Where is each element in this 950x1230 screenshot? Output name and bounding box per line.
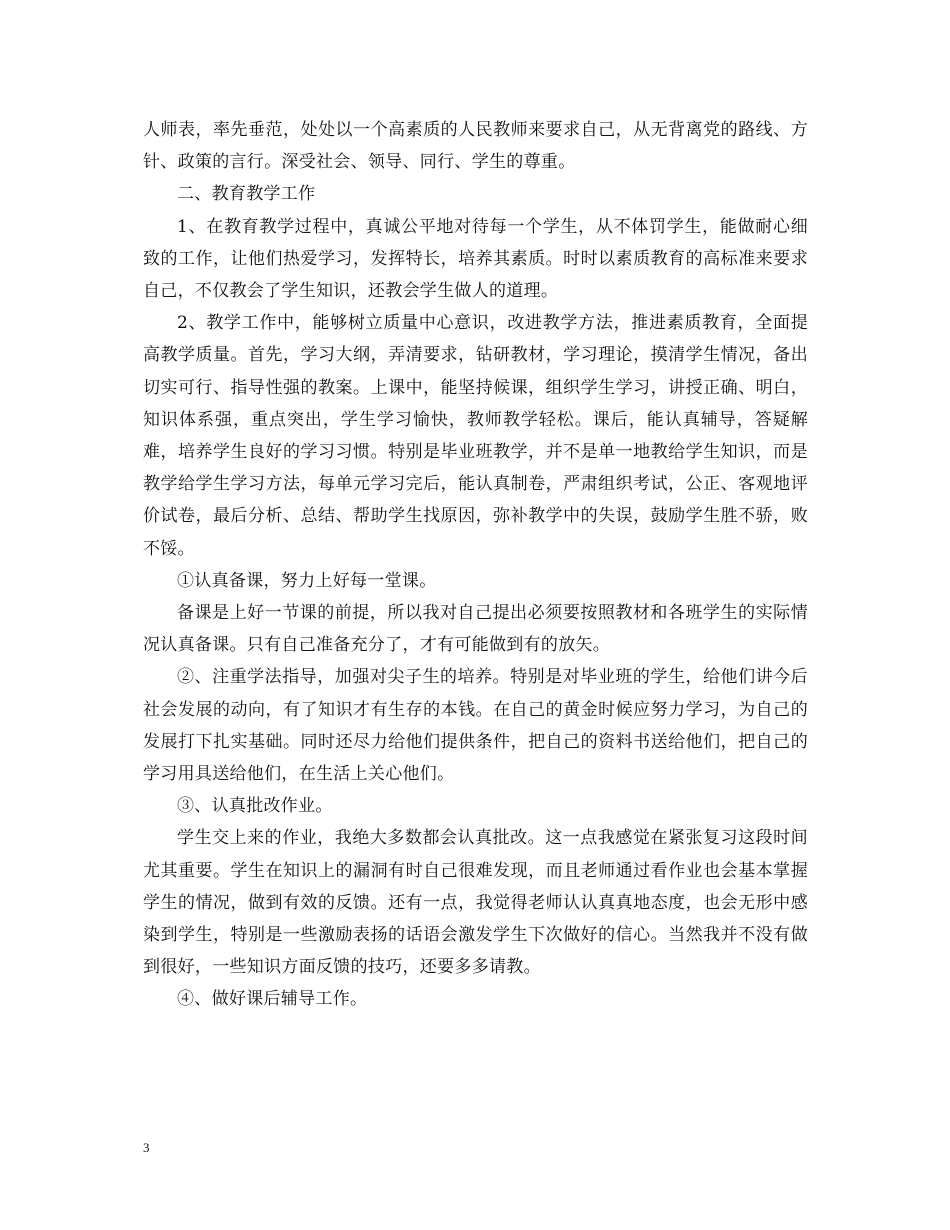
paragraph: 2、教学工作中，能够树立质量中心意识，改进教学方法，推进素质教育，全面提高教学质量。首先，学习大纲，弄清要求，钻研教材，学习理论，摸清学生情况，备出切实可行、指导性强的教案。上课中，能坚持候课，组织学生学习，讲授正确、明白，知识体系强，重点突出，学生学习愉快，教师教学轻松。课后，能认真辅导，答疑解难，培养学生良好的学习习惯。特别是毕业班教学，并不是单一地教给学生知识，而是教学给学生学习方法，每单元学习完后，能认真制卷，严肃组织考试，公正、客观地评价试卷，最后分析、总结、帮助学生找原因，弥补教学中的失误，鼓励学生胜不骄，败不馁。 xyxy=(143,313,808,559)
page-number: 3 xyxy=(143,1140,150,1155)
subheading: ④、做好课后辅导工作。 xyxy=(177,989,368,1010)
paragraph: ②、注重学法指导，加强对尖子生的培养。特别是对毕业班的学生，给他们讲今后社会发展的动向，有了知识才有生存的本钱。在自己的黄金时候应努力学习，为自己的发展打下扎实基础。同时还尽力给他们提供条件，把自己的资料书送给他们，把自己的学习用具送给他们，在生活上关心他们。 xyxy=(143,667,808,785)
subheading: ③、认真批改作业。 xyxy=(177,796,333,817)
paragraph: 备课是上好一节课的前提，所以我对自己提出必须要按照教材和各班学生的实际情况认真备课。只有自己准备充分了，才有可能做到有的放矢。 xyxy=(143,603,808,656)
paragraph: 1、在教育教学过程中，真诚公平地对待每一个学生，从不体罚学生，能做耐心细致的工作，让他们热爱学习，发挥特长，培养其素质。时时以素质教育的高标准来要求自己，不仅教会了学生知识，还教会学生做人的道理。 xyxy=(143,216,808,302)
section-heading: 二、教育教学工作 xyxy=(177,184,316,205)
paragraph: 学生交上来的作业，我绝大多数都会认真批改。这一点我感觉在紧张复习这段时间尤其重要。学生在知识上的漏洞有时自己很难发现，而且老师通过看作业也会基本掌握学生的情况，做到有效的反馈。还有一点，我觉得老师认认真真地态度，也会无形中感染到学生，特别是一些激励表扬的话语会激发学生下次做好的信心。当然我并不没有做到很好，一些知识方面反馈的技巧，还要多多请教。 xyxy=(143,828,808,978)
document-body xyxy=(143,114,808,1016)
paragraph-continuation: 人师表，率先垂范，处处以一个高素质的人民教师来要求自己，从无背离党的路线、方针、政策的言行。深受社会、领导、同行、学生的尊重。 xyxy=(143,120,808,173)
subheading: ①认真备课，努力上好每一堂课。 xyxy=(177,570,437,591)
